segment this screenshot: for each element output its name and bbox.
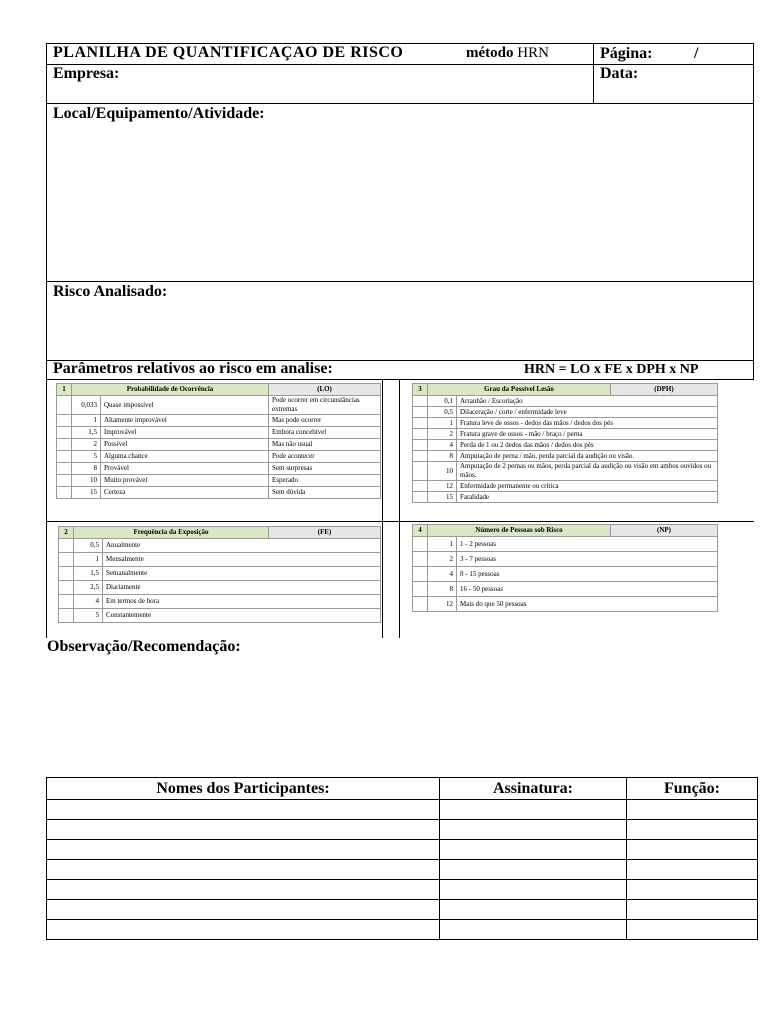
row-note: Mas não usual bbox=[269, 439, 381, 451]
row-value: 0,5 bbox=[74, 539, 103, 553]
participant-signature-cell[interactable] bbox=[440, 840, 627, 860]
row-index-cell bbox=[413, 396, 428, 407]
table-fe-index: 2 bbox=[59, 527, 74, 539]
participant-function-cell[interactable] bbox=[627, 800, 758, 820]
row-value: 12 bbox=[428, 597, 457, 612]
table-row bbox=[59, 567, 381, 581]
participant-name-cell[interactable] bbox=[47, 800, 440, 820]
row-description: Anualmente bbox=[103, 539, 381, 553]
table-row bbox=[59, 595, 381, 609]
row-description: Semanalmente bbox=[103, 567, 381, 581]
table-np-title: Número de Pessoas sob Risco bbox=[428, 525, 611, 537]
row-description: Fratura leve de ossos - dedos das mãos / dedos dos pés bbox=[457, 418, 718, 429]
row-description: 3 - 7 pessoas bbox=[457, 552, 718, 567]
participants-table bbox=[46, 777, 758, 940]
row-description: Em termos de hora bbox=[103, 595, 381, 609]
participant-name-cell[interactable] bbox=[47, 860, 440, 880]
table-lo-title: Probabilidade de Ocorrência bbox=[72, 384, 269, 396]
row-description: Fatalidade bbox=[457, 492, 718, 503]
row-index-cell bbox=[413, 552, 428, 567]
row-description: Certeza bbox=[101, 487, 269, 499]
col-names-header: Nomes dos Participantes: bbox=[47, 778, 440, 800]
row-note: Pode ocorrer em circunstâncias extremas bbox=[269, 396, 381, 415]
participant-row bbox=[47, 840, 758, 860]
participant-function-cell[interactable] bbox=[627, 820, 758, 840]
col-function-header: Função: bbox=[627, 778, 758, 800]
table-row bbox=[57, 415, 381, 427]
table-row bbox=[57, 451, 381, 463]
row-value: 10 bbox=[72, 475, 101, 487]
participant-signature-cell[interactable] bbox=[440, 880, 627, 900]
row-note: Pode acontecer bbox=[269, 451, 381, 463]
row-note: Sem surpresas bbox=[269, 463, 381, 475]
row-description: Amputação de 2 pernas ou mãos, perda parcial da audição ou visão em ambos ouvidos ou mãos. bbox=[457, 462, 718, 481]
row-index-cell bbox=[413, 440, 428, 451]
table-row bbox=[413, 451, 718, 462]
table-row bbox=[413, 537, 718, 552]
row-value: 0,5 bbox=[428, 407, 457, 418]
table-dph-index: 3 bbox=[413, 384, 428, 396]
row-value: 1 bbox=[74, 553, 103, 567]
page-separator: / bbox=[694, 45, 699, 62]
table-row bbox=[59, 539, 381, 553]
row-value: 12 bbox=[428, 481, 457, 492]
table-row bbox=[413, 492, 718, 503]
row-description: Arranhão / Escoriação bbox=[457, 396, 718, 407]
participant-function-cell[interactable] bbox=[627, 860, 758, 880]
formula-label: HRN = LO x FE x DPH x NP bbox=[524, 362, 699, 377]
table-row bbox=[59, 609, 381, 623]
form-title: PLANILHA DE QUANTIFICAÇAO DE RISCO bbox=[53, 44, 404, 61]
row-description: Amputação de perna / mão, perda parcial da audição ou visão. bbox=[457, 451, 718, 462]
row-description: Altamente improvável bbox=[101, 415, 269, 427]
table-row bbox=[413, 396, 718, 407]
table-dph-code: (DPH) bbox=[611, 384, 718, 396]
table-row bbox=[413, 462, 718, 481]
participant-row bbox=[47, 920, 758, 940]
participant-row bbox=[47, 820, 758, 840]
row-description: Mensalmente bbox=[103, 553, 381, 567]
table-row bbox=[413, 552, 718, 567]
row-note: Esperado bbox=[269, 475, 381, 487]
table-lo-index: 1 bbox=[57, 384, 72, 396]
row-index-cell bbox=[57, 463, 72, 475]
row-index-cell bbox=[57, 439, 72, 451]
company-label: Empresa: bbox=[53, 65, 120, 82]
row-value: 1 bbox=[72, 415, 101, 427]
table-row bbox=[57, 487, 381, 499]
row-index-cell bbox=[413, 537, 428, 552]
row-index-cell bbox=[59, 581, 74, 595]
table-row bbox=[57, 427, 381, 439]
row-index-cell bbox=[413, 582, 428, 597]
row-value: 8 bbox=[428, 451, 457, 462]
row-index-cell bbox=[413, 407, 428, 418]
table-row bbox=[413, 481, 718, 492]
row-index-cell bbox=[57, 415, 72, 427]
row-description: Possível bbox=[101, 439, 269, 451]
row-index-cell bbox=[57, 396, 72, 415]
row-value: 8 bbox=[72, 463, 101, 475]
participant-function-cell[interactable] bbox=[627, 880, 758, 900]
row-index-cell bbox=[413, 418, 428, 429]
table-fe-code: (FE) bbox=[269, 527, 381, 539]
row-value: 4 bbox=[428, 440, 457, 451]
row-value: 2,5 bbox=[74, 581, 103, 595]
page-label: Página: bbox=[600, 45, 653, 62]
table-np-code: (NP) bbox=[611, 525, 718, 537]
table-row bbox=[57, 475, 381, 487]
row-value: 10 bbox=[428, 462, 457, 481]
row-value: 1,5 bbox=[72, 427, 101, 439]
table-row bbox=[413, 418, 718, 429]
table-np-index: 4 bbox=[413, 525, 428, 537]
row-index-cell bbox=[57, 475, 72, 487]
table-lo-code: (LO) bbox=[269, 384, 381, 396]
row-description: 16 - 50 pessoas bbox=[457, 582, 718, 597]
row-value: 4 bbox=[74, 595, 103, 609]
params-label: Parâmetros relativos ao risco em analise: bbox=[53, 360, 333, 377]
row-index-cell bbox=[59, 553, 74, 567]
table-dph bbox=[412, 383, 718, 503]
row-index-cell bbox=[413, 567, 428, 582]
participant-row bbox=[47, 860, 758, 880]
row-description: Fratura grave de ossos - mão / braço / perna bbox=[457, 429, 718, 440]
participant-function-cell[interactable] bbox=[627, 840, 758, 860]
participant-name-cell[interactable] bbox=[47, 920, 440, 940]
row-note: Embora concebível bbox=[269, 427, 381, 439]
table-np bbox=[412, 524, 718, 612]
row-value: 4 bbox=[428, 567, 457, 582]
row-value: 8 bbox=[428, 582, 457, 597]
table-row bbox=[413, 597, 718, 612]
table-row bbox=[413, 567, 718, 582]
row-index-cell bbox=[59, 595, 74, 609]
local-label: Local/Equipamento/Atividade: bbox=[53, 105, 265, 122]
table-row bbox=[413, 582, 718, 597]
table-row bbox=[57, 396, 381, 415]
row-index-cell bbox=[413, 481, 428, 492]
row-note: Sem dúvida bbox=[269, 487, 381, 499]
participant-name-cell[interactable] bbox=[47, 820, 440, 840]
row-description: Dilaceração / corte / enfermidade leve bbox=[457, 407, 718, 418]
table-fe bbox=[58, 526, 381, 623]
row-description: Constantemente bbox=[103, 609, 381, 623]
table-lo bbox=[56, 383, 381, 499]
table-row bbox=[57, 439, 381, 451]
row-value: 0,033 bbox=[72, 396, 101, 415]
row-value: 1,5 bbox=[74, 567, 103, 581]
row-index-cell bbox=[413, 451, 428, 462]
date-label: Data: bbox=[600, 65, 639, 82]
row-description: Alguma chance bbox=[101, 451, 269, 463]
row-value: 0,1 bbox=[428, 396, 457, 407]
row-index-cell bbox=[57, 427, 72, 439]
participant-name-cell[interactable] bbox=[47, 840, 440, 860]
table-fe-title: Frequência da Exposição bbox=[74, 527, 269, 539]
row-value: 15 bbox=[428, 492, 457, 503]
row-description: 8 - 15 pessoas bbox=[457, 567, 718, 582]
col-signature-header: Assinatura: bbox=[440, 778, 627, 800]
table-row bbox=[413, 407, 718, 418]
participant-name-cell[interactable] bbox=[47, 900, 440, 920]
row-value: 1 bbox=[428, 537, 457, 552]
row-index-cell bbox=[413, 597, 428, 612]
row-description: Muito provável bbox=[101, 475, 269, 487]
row-value: 5 bbox=[72, 451, 101, 463]
table-row bbox=[59, 581, 381, 595]
participant-signature-cell[interactable] bbox=[440, 900, 627, 920]
row-value: 2 bbox=[72, 439, 101, 451]
participant-function-cell[interactable] bbox=[627, 920, 758, 940]
row-description: Provável bbox=[101, 463, 269, 475]
row-description: Improvável bbox=[101, 427, 269, 439]
row-index-cell bbox=[59, 539, 74, 553]
table-row bbox=[413, 440, 718, 451]
participant-function-cell[interactable] bbox=[627, 900, 758, 920]
row-description: Diariamente bbox=[103, 581, 381, 595]
participant-signature-cell[interactable] bbox=[440, 860, 627, 880]
risk-label: Risco Analisado: bbox=[53, 283, 168, 300]
row-index-cell bbox=[413, 462, 428, 481]
row-value: 5 bbox=[74, 609, 103, 623]
table-row bbox=[59, 553, 381, 567]
row-index-cell bbox=[413, 492, 428, 503]
row-value: 2 bbox=[428, 429, 457, 440]
row-value: 15 bbox=[72, 487, 101, 499]
row-index-cell bbox=[57, 451, 72, 463]
participant-row bbox=[47, 900, 758, 920]
participant-signature-cell[interactable] bbox=[440, 920, 627, 940]
table-dph-title: Grau da Possível Lesão bbox=[428, 384, 611, 396]
participant-row bbox=[47, 800, 758, 820]
row-description: Mais do que 50 pessoas bbox=[457, 597, 718, 612]
table-row bbox=[57, 463, 381, 475]
row-description: Enfermidade permanente ou crítica bbox=[457, 481, 718, 492]
row-index-cell bbox=[59, 609, 74, 623]
row-description: Quase impossível bbox=[101, 396, 269, 415]
observation-label: Observação/Recomendação: bbox=[47, 638, 241, 655]
participant-signature-cell[interactable] bbox=[440, 820, 627, 840]
participant-row bbox=[47, 880, 758, 900]
row-description: Perda de 1 ou 2 dedos das mãos / dedos dos pés bbox=[457, 440, 718, 451]
participant-signature-cell[interactable] bbox=[440, 800, 627, 820]
row-index-cell bbox=[57, 487, 72, 499]
row-description: 1 - 2 pessoas bbox=[457, 537, 718, 552]
row-index-cell bbox=[413, 429, 428, 440]
row-value: 2 bbox=[428, 552, 457, 567]
method-label: método HRN bbox=[466, 45, 549, 61]
participant-name-cell[interactable] bbox=[47, 880, 440, 900]
table-row bbox=[413, 429, 718, 440]
row-value: 1 bbox=[428, 418, 457, 429]
row-note: Mas pode ocorrer bbox=[269, 415, 381, 427]
row-index-cell bbox=[59, 567, 74, 581]
